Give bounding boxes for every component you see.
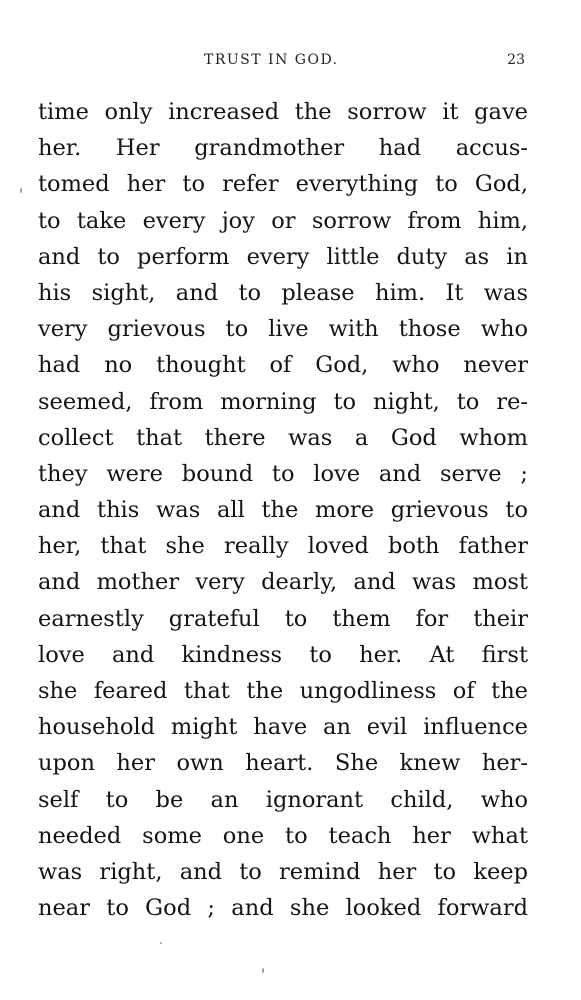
text-line: to take every joy or sorrow from him, xyxy=(38,207,528,234)
text-line: self to be an ignorant child, who xyxy=(38,786,528,813)
text-line: had no thought of God, who never xyxy=(38,352,528,379)
text-line: near to God ; and she looked forward xyxy=(38,895,528,922)
running-title: TRUST IN GOD. xyxy=(204,52,339,68)
text-line: love and kindness to her. At first xyxy=(38,641,528,668)
text-line: and mother very dearly, and was most xyxy=(38,569,528,596)
text-line: seemed, from morning to night, to re- xyxy=(38,388,528,415)
text-line: his sight, and to please him. It was xyxy=(38,279,528,306)
text-line: her, that she really loved both father xyxy=(38,533,528,560)
text-line: very grievous to live with those who xyxy=(38,316,528,343)
text-line: needed some one to teach her what xyxy=(38,822,528,849)
text-line: her. Her grandmother had accus- xyxy=(38,135,528,162)
paper-speck xyxy=(20,188,22,193)
text-line: upon her own heart. She knew her- xyxy=(38,750,528,777)
text-line: time only increased the sorrow it gave xyxy=(38,99,528,125)
page-number: 23 xyxy=(507,52,525,68)
text-line: household might have an evil influence xyxy=(38,714,528,741)
text-line: was right, and to remind her to keep xyxy=(38,858,528,885)
text-line: they were bound to love and serve ; xyxy=(38,460,528,487)
body-text xyxy=(38,94,528,926)
text-line: and this was all the more grievous to xyxy=(38,497,528,524)
paper-speck xyxy=(160,942,162,944)
text-line: tomed her to refer everything to God, xyxy=(38,171,528,198)
text-line: collect that there was a God whom xyxy=(38,424,528,451)
text-line: and to perform every little duty as in xyxy=(38,243,528,270)
text-line: earnestly grateful to them for their xyxy=(38,605,528,632)
running-head xyxy=(0,52,581,74)
text-line: she feared that the ungodliness of the xyxy=(38,678,528,704)
paper-speck xyxy=(262,968,264,973)
